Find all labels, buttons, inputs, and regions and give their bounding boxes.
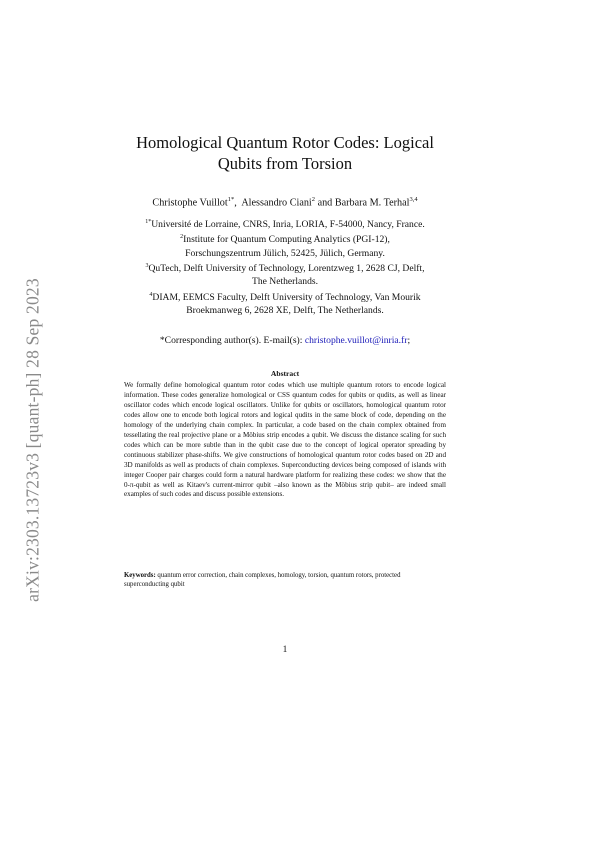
affiliation-line: Forschungszentrum Jülich, 52425, Jülich, Germany. <box>185 247 385 259</box>
affiliation-line: QuTech, Delft University of Technology, Lorentzweg 1, 2628 CJ, Delft, <box>148 263 425 275</box>
keywords-list: quantum error correction, chain complexes, homology, torsion, quantum rotors, protected superconducting qubit <box>124 572 401 589</box>
author-name: Barbara M. Terhal <box>334 197 410 209</box>
keywords <box>124 571 446 590</box>
author-name: Alessandro Ciani <box>241 197 312 209</box>
author-separator: , <box>234 197 242 209</box>
affiliation-item <box>80 289 490 318</box>
author-name: Christophe Vuillot <box>152 197 228 209</box>
affiliation-list <box>80 216 490 317</box>
page-number: 1 <box>282 645 288 655</box>
author-marks: 2 <box>311 196 316 203</box>
author-marks: 3,4 <box>409 196 418 203</box>
arxiv-identifier: arXiv:2303.13723v3 [quant-ph] 28 Sep 2023 <box>22 278 43 602</box>
corresponding-author <box>80 335 490 346</box>
affiliation-marks: 4 <box>149 291 153 298</box>
affiliation-item <box>80 231 490 260</box>
affiliation-marks: 2 <box>180 234 184 241</box>
affiliation-line: Université de Lorraine, CNRS, Inria, LORIA, F-54000, Nancy, France. <box>151 219 425 231</box>
correspondence-label: *Corresponding author(s). E-mail(s): <box>159 335 305 346</box>
correspondence-suffix: ; <box>407 335 411 346</box>
title-line-1: Homological Quantum Rotor Codes: Logical <box>136 133 434 152</box>
author-list <box>80 196 490 208</box>
abstract-body: We formally define homological quantum rotor codes which use multiple quantum rotors to encode logical information. These codes generalize homological or CSS quantum codes for qubits or qudits, as well as linear oscillator codes which encode logical oscillators. Unlike for qubits or oscillators, homological quantum rotor codes allow one to encode both logical rotors and logical qudits in the same block of code, depending on the homology of the underlying chain complex. In particular, a code based on the chain complex obtained from tessellating the real projective plane or a Möbius strip encodes a qubit. We discuss the distance scaling for such codes which can be more subtle than in the qubit case due to the concept of logical operator spreading by continuous stabilizer phase-shifts. We give constructions of homological quantum rotor codes based on 2D and 3D manifolds as well as products of chain complexes. Superconducting devices being composed of islands with integer Cooper pair charges could form a natural hardware platform for realizing these codes: we show that the 0-π-qubit as well as Kitaev's current-mirror qubit –also known as the Möbius strip qubit– are indeed small examples of such codes and discuss possible extensions. <box>124 381 446 499</box>
email-link[interactable]: christophe.vuillot@inria.fr <box>304 335 408 346</box>
keywords-label: Keywords: <box>124 572 156 579</box>
affiliation-item <box>80 216 490 231</box>
affiliation-line: Institute for Quantum Computing Analytics (PGI-12), <box>183 234 390 246</box>
arxiv-sidebar <box>20 0 46 842</box>
affiliation-marks: 1* <box>145 219 152 225</box>
affiliation-marks: 3 <box>145 262 149 269</box>
title-line-2: Qubits from Torsion <box>217 154 353 173</box>
affiliation-line: Broekmanweg 6, 2628 XE, Delft, The Netherlands. <box>186 304 384 316</box>
abstract-heading: Abstract <box>270 369 300 378</box>
affiliation-line: DIAM, EEMCS Faculty, Delft University of Technology, Van Mourik <box>152 291 421 303</box>
author-marks: 1* <box>227 196 235 203</box>
author-separator: and <box>315 197 335 209</box>
affiliation-item <box>80 260 490 289</box>
affiliation-line: The Netherlands. <box>251 276 319 288</box>
paper-title <box>100 132 470 174</box>
